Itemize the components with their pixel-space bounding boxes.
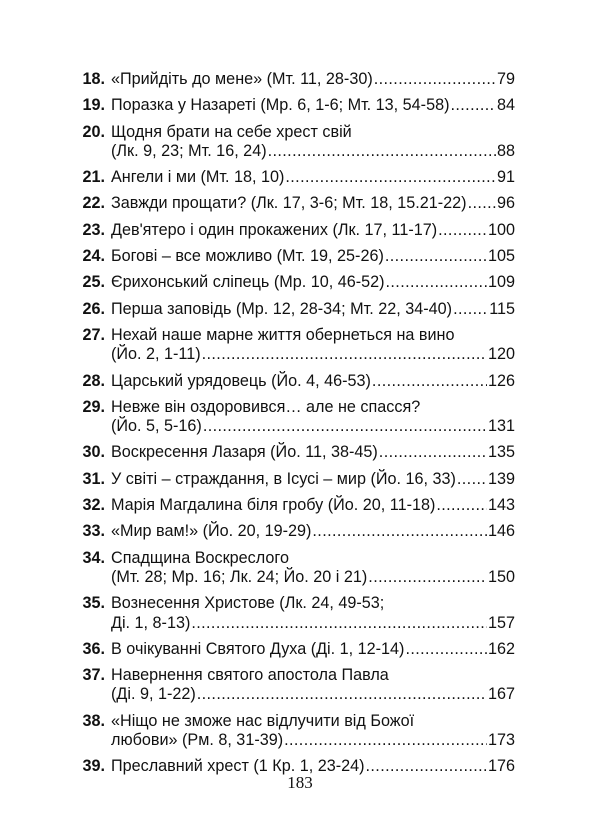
toc-entry-number: 19. <box>82 96 105 115</box>
toc-page-number: 91 <box>496 168 515 187</box>
toc-entry-title: (Мт. 28; Мр. 16; Лк. 24; Йо. 20 і 21) <box>111 567 368 586</box>
toc-entry <box>82 194 515 213</box>
toc-entry <box>82 96 515 115</box>
toc-entry <box>82 299 515 319</box>
toc-line <box>97 614 515 633</box>
toc-entry <box>82 247 515 266</box>
toc-entry <box>82 70 515 89</box>
toc-entry-number: 34. <box>82 548 105 567</box>
toc-line <box>97 685 515 704</box>
toc-entry <box>82 168 515 187</box>
toc-entry <box>82 443 515 462</box>
dot-leader <box>368 568 487 587</box>
toc-entry-title: (Йо. 2, 1-11) <box>111 345 201 364</box>
toc-page-number: 157 <box>487 613 515 632</box>
dot-leader <box>468 194 496 213</box>
table-of-contents <box>82 70 515 784</box>
toc-line <box>82 325 515 345</box>
toc-entry <box>82 371 515 391</box>
toc-line <box>82 469 515 489</box>
toc-entry <box>82 522 515 541</box>
toc-line <box>82 496 515 515</box>
toc-page-number: 79 <box>496 70 515 88</box>
toc-line <box>97 731 515 750</box>
toc-page-number: 176 <box>487 757 515 776</box>
dot-leader <box>268 142 496 161</box>
toc-entry-title: (Йо. 5, 5-16) <box>111 417 202 436</box>
toc-page-number: 146 <box>487 522 515 541</box>
toc-entry-number: 33. <box>82 522 105 541</box>
dot-leader <box>453 300 488 319</box>
toc-page-number: 115 <box>489 299 515 318</box>
toc-line <box>97 142 515 161</box>
toc-entry-number: 24. <box>82 247 105 266</box>
toc-entry-number: 31. <box>82 469 105 488</box>
toc-page-number: 126 <box>487 371 515 390</box>
toc-entry-title: Невже він оздоровився… але не спасся? <box>111 397 421 416</box>
toc-entry-title: Ангели і ми (Мт. 18, 10) <box>111 168 285 187</box>
toc-line <box>97 345 515 364</box>
toc-entry-title: Царський урядовець (Йо. 4, 46-53) <box>111 371 371 390</box>
toc-entry-number: 28. <box>82 371 105 390</box>
toc-entry-title: Преславний хрест (1 Кр. 1, 23-24) <box>111 757 365 776</box>
toc-entry-number: 36. <box>82 639 105 658</box>
toc-entry-number: 32. <box>82 496 105 515</box>
toc-entry-title: Вознесення Христове (Лк. 24, 49-53; <box>111 594 385 613</box>
toc-line <box>82 247 515 266</box>
dot-leader <box>197 685 487 704</box>
toc-line <box>82 397 515 417</box>
toc-page-number: 105 <box>487 247 515 266</box>
toc-entry-title: Поразка у Назареті (Мр. 6, 1-6; Мт. 13, 54-58) <box>111 96 450 115</box>
toc-line <box>82 639 515 659</box>
page-number: 183 <box>287 773 313 792</box>
toc-entry-title: (Лк. 9, 23; Мт. 16, 24) <box>111 141 267 160</box>
toc-entry <box>82 666 515 705</box>
toc-entry-title: В очікуванні Святого Духа (Ді. 1, 12-14) <box>111 639 405 658</box>
toc-entry-title: Єрихонський сліпець (Мр. 10, 46-52) <box>111 273 385 292</box>
dot-leader <box>374 70 496 89</box>
toc-line <box>82 122 515 142</box>
toc-line <box>82 548 515 568</box>
toc-entry <box>82 220 515 240</box>
toc-entry <box>82 273 515 292</box>
dot-leader <box>312 522 487 541</box>
toc-entry <box>82 496 515 515</box>
toc-entry-title: Дев'ятеро і один прокажених (Лк. 17, 11-17) <box>111 220 438 239</box>
toc-entry-title: Нехай наше марне життя обернеться на вино <box>111 325 455 344</box>
toc-line <box>82 194 515 213</box>
toc-line <box>82 273 515 292</box>
toc-entry-title: Ді. 1, 8-13) <box>111 613 191 632</box>
toc-entry <box>82 122 515 162</box>
toc-entry-number: 22. <box>82 194 105 213</box>
toc-page-number: 173 <box>487 731 515 750</box>
toc-entry-title: Перша заповідь (Мр. 12, 28-34; Мт. 22, 34-40) <box>111 299 453 318</box>
toc-entry-title: «Прийдіть до мене» (Мт. 11, 28-30) <box>111 70 373 88</box>
toc-page-number: 139 <box>487 469 515 488</box>
toc-page-number: 120 <box>487 345 515 364</box>
toc-line <box>82 711 515 731</box>
toc-page-number: 150 <box>487 567 515 586</box>
toc-entry <box>82 548 515 588</box>
toc-entry-title: (Ді. 9, 1-22) <box>111 685 196 704</box>
toc-entry-number: 21. <box>82 168 105 187</box>
toc-entry-title: У світі – страждання, в Ісусі – мир (Йо. 16, 33) <box>111 469 456 488</box>
toc-line <box>82 96 515 115</box>
toc-entry-title: Богові – все можливо (Мт. 19, 25-26) <box>111 247 384 266</box>
toc-entry-number: 29. <box>82 397 105 416</box>
toc-entry-number: 35. <box>82 594 105 613</box>
dot-leader <box>285 168 496 187</box>
toc-entry <box>82 639 515 659</box>
toc-page-number: 135 <box>487 443 515 462</box>
toc-entry-title: любови» (Рм. 8, 31-39) <box>111 731 284 750</box>
toc-entry-number: 27. <box>82 325 105 344</box>
toc-entry-number: 38. <box>82 711 105 730</box>
dot-leader <box>450 96 496 115</box>
toc-entry-title: Навернення святого апостола Павла <box>111 666 389 685</box>
toc-entry <box>82 325 515 365</box>
dot-leader <box>436 496 487 515</box>
toc-entry-number: 23. <box>82 220 105 239</box>
toc-entry-number: 39. <box>82 757 105 776</box>
toc-page-number: 143 <box>487 496 515 515</box>
toc-line <box>82 70 515 89</box>
toc-entry-number: 25. <box>82 273 105 292</box>
toc-entry-title: Марія Магдалина біля гробу (Йо. 20, 11-18) <box>111 496 436 515</box>
toc-line <box>82 594 515 613</box>
toc-entry <box>82 594 515 633</box>
toc-entry-title: «Мир вам!» (Йо. 20, 19-29) <box>111 522 312 541</box>
toc-entry-number: 37. <box>82 666 105 685</box>
toc-page-number: 162 <box>487 639 515 658</box>
dot-leader <box>203 417 487 436</box>
toc-line <box>82 220 515 240</box>
toc-line <box>82 443 515 462</box>
toc-entry-title: Спадщина Воскреслого <box>111 548 289 567</box>
dot-leader <box>191 614 487 633</box>
dot-leader <box>386 273 487 292</box>
toc-entry-number: 26. <box>82 299 105 318</box>
toc-line <box>82 666 515 685</box>
toc-entry <box>82 469 515 489</box>
dot-leader <box>457 470 487 489</box>
dot-leader <box>385 247 487 266</box>
toc-line <box>82 299 515 319</box>
toc-entry-number: 30. <box>82 443 105 462</box>
toc-page-number: 88 <box>496 141 515 160</box>
toc-line <box>82 522 515 541</box>
dot-leader <box>202 345 487 364</box>
toc-line <box>82 168 515 187</box>
toc-page-number: 84 <box>496 96 515 115</box>
toc-entry <box>82 711 515 751</box>
toc-entry-number: 20. <box>82 122 105 141</box>
toc-page-number: 167 <box>487 685 515 704</box>
toc-line <box>97 417 515 436</box>
toc-entry-title: Завжди прощати? (Лк. 17, 3-6; Мт. 18, 15.21-22) <box>111 194 467 213</box>
toc-page-number: 100 <box>487 220 515 239</box>
toc-line <box>97 568 515 587</box>
toc-page-number: 131 <box>487 417 515 436</box>
toc-entry-title: «Ніщо не зможе нас відлучити від Божої <box>111 711 415 730</box>
toc-page-number: 109 <box>487 273 515 292</box>
toc-line <box>82 371 515 391</box>
toc-entry-title: Воскресення Лазаря (Йо. 11, 38-45) <box>111 443 378 462</box>
toc-page-number: 96 <box>496 194 515 213</box>
dot-leader <box>284 731 487 750</box>
dot-leader <box>379 443 487 462</box>
dot-leader <box>372 372 487 391</box>
toc-entry-number: 18. <box>82 70 105 88</box>
dot-leader <box>438 221 487 240</box>
toc-entry <box>82 397 515 437</box>
dot-leader <box>405 640 487 659</box>
toc-entry-title: Щодня брати на себе хрест свій <box>111 122 352 141</box>
